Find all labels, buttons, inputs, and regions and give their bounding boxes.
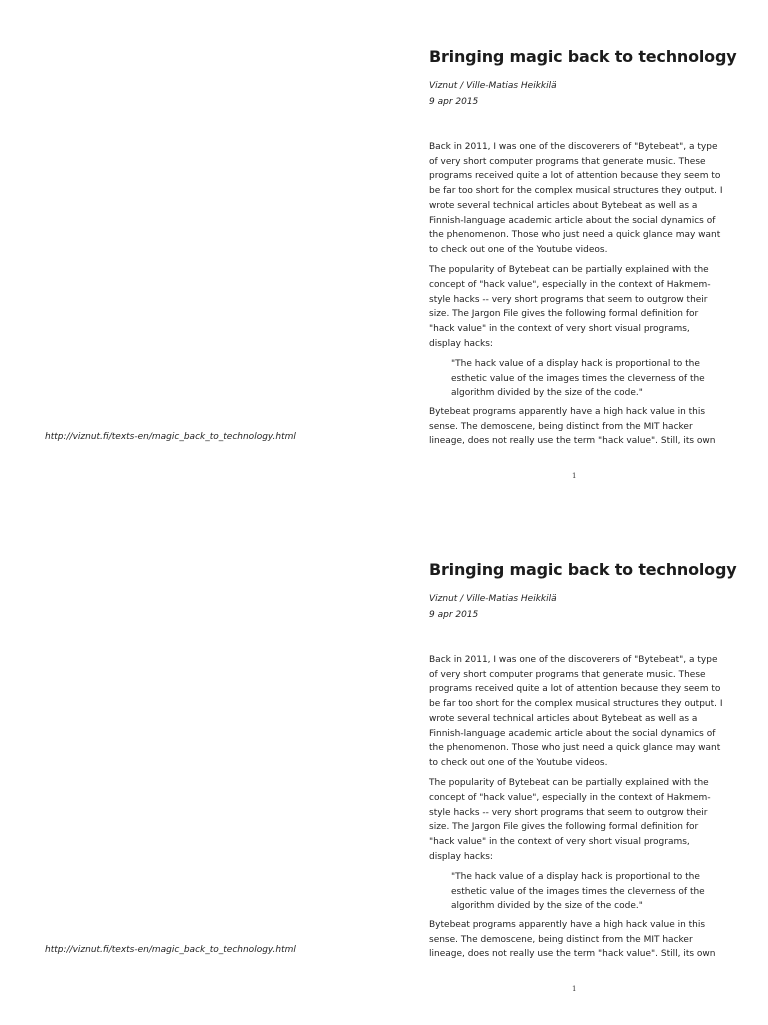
- article-date: 9 apr 2015: [429, 610, 479, 620]
- page-number: 1: [572, 985, 577, 993]
- paragraph-1: Back in 2011, I was one of the discoverers of "Bytebeat", a type of very short computer programs that generate music. These programs received quite a lot of attention because they seem to be far too short for the complex musical structures they output. I wrote several technical articles about Bytebeat as well as a Finnish-language academic article about the social dynamics of the phenomenon. Those who just need a quick glance may want to check out one of the Youtube videos.: [429, 655, 723, 768]
- article-title: Bringing magic back to technology: [429, 47, 737, 66]
- article-author: Viznut / Ville-Matias Heikkilä: [429, 81, 557, 91]
- paragraph-3: Bytebeat programs apparently have a high hack value in this sense. The demoscene, being distinct from the MIT hacker lineage, does not really use the term "hack value". Still, its own: [429, 919, 716, 960]
- source-url: http://viznut.fi/texts-en/magic_back_to_technology.html: [45, 945, 296, 955]
- article-body: [429, 653, 723, 968]
- article-body: [429, 140, 723, 455]
- paragraph-1: Back in 2011, I was one of the discoverers of "Bytebeat", a type of very short computer programs that generate music. These programs received quite a lot of attention because they seem to be far too short for the complex musical structures they output. I wrote several technical articles about Bytebeat as well as a Finnish-language academic article about the social dynamics of the phenomenon. Those who just need a quick glance may want to check out one of the Youtube videos.: [429, 142, 723, 255]
- paragraph-2: The popularity of Bytebeat can be partially explained with the concept of "hack value", especially in the context of Hakmem-style hacks -- very short programs that seem to outgrow their size. The Jargon File gives the following formal definition for "hack value" in the context of very short visual programs, display hacks:: [429, 265, 711, 349]
- block-quote: "The hack value of a display hack is proportional to the esthetic value of the images times the cleverness of the algorithm divided by the size of the code.": [451, 358, 705, 399]
- source-url: http://viznut.fi/texts-en/magic_back_to_technology.html: [45, 432, 296, 442]
- document-page-2: [0, 513, 768, 1025]
- paragraph-3: Bytebeat programs apparently have a high hack value in this sense. The demoscene, being distinct from the MIT hacker lineage, does not really use the term "hack value". Still, its own: [429, 406, 716, 447]
- article-author: Viznut / Ville-Matias Heikkilä: [429, 594, 557, 604]
- page-number: 1: [572, 472, 577, 480]
- article-date: 9 apr 2015: [429, 97, 479, 107]
- article-title: Bringing magic back to technology: [429, 560, 737, 579]
- block-quote: "The hack value of a display hack is proportional to the esthetic value of the images times the cleverness of the algorithm divided by the size of the code.": [451, 871, 705, 912]
- paragraph-2: The popularity of Bytebeat can be partially explained with the concept of "hack value", especially in the context of Hakmem-style hacks -- very short programs that seem to outgrow their size. The Jargon File gives the following formal definition for "hack value" in the context of very short visual programs, display hacks:: [429, 778, 711, 862]
- document-page-1: [0, 0, 768, 512]
